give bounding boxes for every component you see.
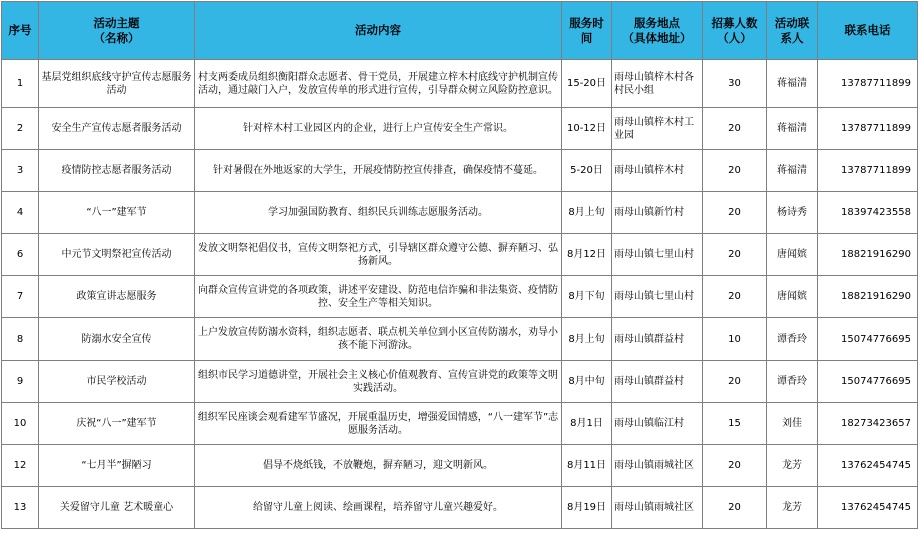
cell-recruit: 10: [703, 318, 767, 361]
cell-seq: 7: [2, 276, 39, 318]
cell-seq: 8: [2, 318, 39, 361]
cell-contact: 龙芳: [767, 445, 818, 487]
cell-phone: 15074776695: [818, 318, 918, 361]
cell-seq: 1: [2, 60, 39, 108]
cell-time: 8月上旬: [562, 318, 612, 361]
cell-time: 8月12日: [562, 234, 612, 276]
cell-theme: 中元节文明祭祀宣传活动: [39, 234, 195, 276]
header-place: 服务地点 （具体地址）: [612, 2, 703, 60]
cell-phone: 18821916290: [818, 276, 918, 318]
table-row: [2, 276, 918, 318]
table-row: [2, 60, 918, 108]
cell-theme: 基层党组织底线守护宣传志愿服务活动: [39, 60, 195, 108]
cell-recruit: 20: [703, 487, 767, 529]
cell-recruit: 20: [703, 276, 767, 318]
cell-theme: 安全生产宣传志愿者服务活动: [39, 108, 195, 150]
activity-table: [1, 1, 918, 529]
cell-content: 向群众宣传宣讲党的各项政策，讲述平安建设、防范电信诈骗和非法集资、疫情防控、安全生产等相关知识。: [195, 276, 562, 318]
cell-content: 发放文明祭祀倡仪书，宣传文明祭祀方式，引导辖区群众遵守公德、摒弃陋习、弘扬新风。: [195, 234, 562, 276]
cell-phone: 13787711899: [818, 150, 918, 192]
cell-phone: 18273423657: [818, 403, 918, 445]
cell-place: 雨母山镇梓木村各村民小组: [612, 60, 703, 108]
cell-place: 雨母山镇临江村: [612, 403, 703, 445]
header-contact: 活动联 系人: [767, 2, 818, 60]
cell-recruit: 20: [703, 150, 767, 192]
cell-time: 8月上旬: [562, 192, 612, 234]
table-row: [2, 108, 918, 150]
cell-contact: 唐闻嫔: [767, 276, 818, 318]
cell-content: 上户发放宣传防溺水资料，组织志愿者、联点机关单位到小区宣传防溺水，劝导小孩不能下河游泳。: [195, 318, 562, 361]
cell-place: 雨母山镇七里山村: [612, 276, 703, 318]
header-recruit: 招募人数 （人）: [703, 2, 767, 60]
cell-recruit: 20: [703, 192, 767, 234]
cell-contact: 蒋福清: [767, 150, 818, 192]
cell-content: 针对暑假在外地返家的大学生，开展疫情防控宣传排查，确保疫情不蔓延。: [195, 150, 562, 192]
cell-seq: 4: [2, 192, 39, 234]
header-time: 服务时 间: [562, 2, 612, 60]
cell-contact: 杨诗秀: [767, 192, 818, 234]
cell-time: 15-20日: [562, 60, 612, 108]
cell-theme: “七月半”摒陋习: [39, 445, 195, 487]
cell-seq: 13: [2, 487, 39, 529]
cell-seq: 2: [2, 108, 39, 150]
table-row: [2, 445, 918, 487]
cell-place: 雨母山镇群益村: [612, 318, 703, 361]
table-row: [2, 361, 918, 403]
cell-time: 8月11日: [562, 445, 612, 487]
cell-seq: 10: [2, 403, 39, 445]
cell-phone: 13787711899: [818, 60, 918, 108]
cell-time: 10-12日: [562, 108, 612, 150]
cell-content: 组织市民学习道德讲堂，开展社会主义核心价值观教育、宣传宣讲党的政策等文明实践活动。: [195, 361, 562, 403]
cell-seq: 3: [2, 150, 39, 192]
cell-theme: 庆祝“八一”建军节: [39, 403, 195, 445]
table-row: [2, 487, 918, 529]
cell-theme: 政策宣讲志愿服务: [39, 276, 195, 318]
cell-time: 5-20日: [562, 150, 612, 192]
cell-theme: 疫情防控志愿者服务活动: [39, 150, 195, 192]
cell-time: 8月19日: [562, 487, 612, 529]
cell-phone: 13762454745: [818, 445, 918, 487]
cell-time: 8月中旬: [562, 361, 612, 403]
cell-content: 组织军民座谈会观看建军节盛况，开展重温历史，增强爱国情感，“八一建军节”志愿服务活动。: [195, 403, 562, 445]
cell-theme: 市民学校活动: [39, 361, 195, 403]
table-row: [2, 192, 918, 234]
cell-place: 雨母山镇梓木村工业园: [612, 108, 703, 150]
cell-contact: 蒋福清: [767, 60, 818, 108]
cell-phone: 13787711899: [818, 108, 918, 150]
cell-phone: 18821916290: [818, 234, 918, 276]
cell-time: 8月下旬: [562, 276, 612, 318]
cell-recruit: 30: [703, 60, 767, 108]
cell-content: 给留守儿童上阅读、绘画课程，培养留守儿童兴趣爱好。: [195, 487, 562, 529]
table-row: [2, 403, 918, 445]
cell-phone: 15074776695: [818, 361, 918, 403]
table-row: [2, 234, 918, 276]
table-row: [2, 318, 918, 361]
cell-recruit: 15: [703, 403, 767, 445]
cell-content: 村支两委成员组织衡阳群众志愿者、骨干党员，开展建立梓木村底线守护机制宣传活动，通过敲门入户，发放宣传单的形式进行宣传，引导群众树立风险防控意识。: [195, 60, 562, 108]
cell-place: 雨母山镇群益村: [612, 361, 703, 403]
cell-contact: 唐闻嫔: [767, 234, 818, 276]
cell-theme: “八一”建军节: [39, 192, 195, 234]
header-phone: 联系电话: [818, 2, 918, 60]
cell-contact: 龙芳: [767, 487, 818, 529]
table-row: [2, 150, 918, 192]
cell-place: 雨母山镇雨城社区: [612, 487, 703, 529]
cell-phone: 13762454745: [818, 487, 918, 529]
cell-phone: 18397423558: [818, 192, 918, 234]
header-theme: 活动主题 （名称）: [39, 2, 195, 60]
cell-content: 针对梓木村工业园区内的企业，进行上户宣传安全生产常识。: [195, 108, 562, 150]
cell-content: 学习加强国防教育、组织民兵训练志愿服务活动。: [195, 192, 562, 234]
cell-theme: 防溺水安全宣传: [39, 318, 195, 361]
cell-place: 雨母山镇七里山村: [612, 234, 703, 276]
header-seq: 序号: [2, 2, 39, 60]
cell-seq: 12: [2, 445, 39, 487]
cell-time: 8月1日: [562, 403, 612, 445]
cell-seq: 9: [2, 361, 39, 403]
header-row: [2, 2, 918, 60]
cell-recruit: 20: [703, 234, 767, 276]
cell-place: 雨母山镇新竹村: [612, 192, 703, 234]
cell-place: 雨母山镇梓木村: [612, 150, 703, 192]
cell-contact: 谭香玲: [767, 361, 818, 403]
cell-place: 雨母山镇雨城社区: [612, 445, 703, 487]
cell-recruit: 20: [703, 108, 767, 150]
cell-theme: 关爱留守儿童 艺术暖童心: [39, 487, 195, 529]
cell-contact: 蒋福清: [767, 108, 818, 150]
cell-content: 倡导不烧纸钱，不放鞭炮，摒弃陋习，迎文明新风。: [195, 445, 562, 487]
cell-seq: 6: [2, 234, 39, 276]
cell-recruit: 20: [703, 361, 767, 403]
header-content: 活动内容: [195, 2, 562, 60]
cell-contact: 谭香玲: [767, 318, 818, 361]
cell-recruit: 20: [703, 445, 767, 487]
cell-contact: 刘佳: [767, 403, 818, 445]
